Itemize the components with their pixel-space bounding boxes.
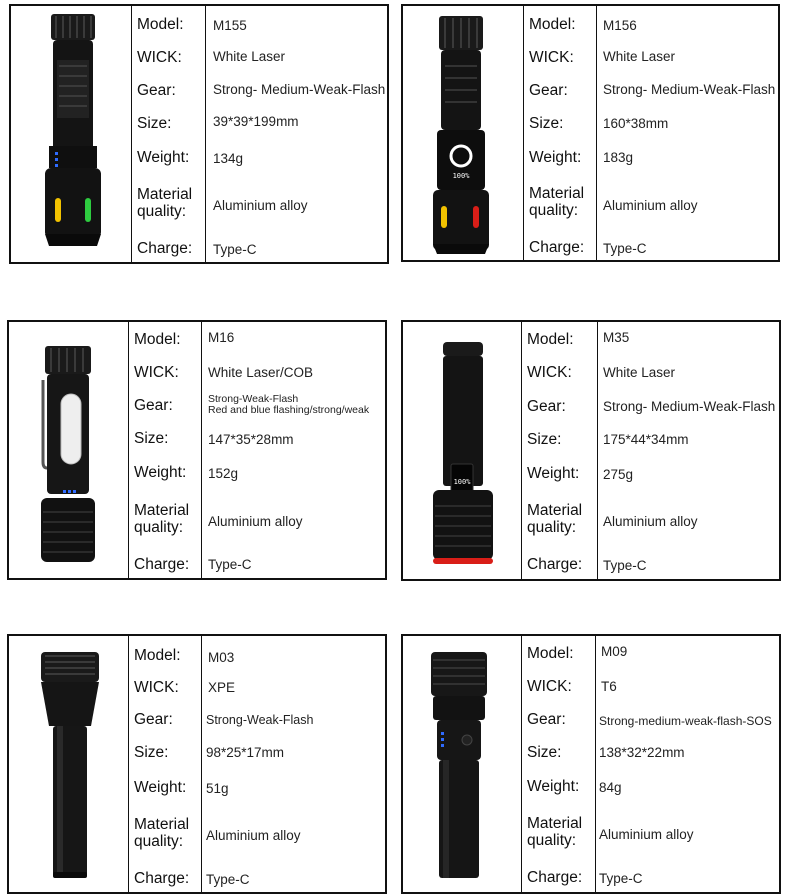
- label-material-1: Material: [134, 816, 190, 833]
- product-card-m156: [401, 4, 780, 262]
- value-size: 175*44*34mm: [603, 432, 689, 447]
- label-size: Size:: [137, 115, 172, 132]
- value-model: M16: [208, 330, 235, 345]
- value-charge: Type-C: [208, 557, 252, 572]
- value-size: 138*32*22mm: [599, 745, 685, 760]
- value-material: Aluminium alloy: [213, 198, 308, 213]
- value-material: Aluminium alloy: [208, 514, 303, 529]
- product-card-m09: [401, 634, 781, 894]
- label-wick: WICK:: [527, 364, 572, 381]
- label-size: Size:: [529, 115, 564, 132]
- label-size: Size:: [134, 430, 169, 447]
- value-model: M03: [208, 650, 235, 665]
- value-model: M155: [213, 18, 247, 33]
- product-image-m155: [11, 6, 132, 262]
- label-weight: Weight:: [137, 149, 190, 166]
- product-image-m09: [403, 636, 522, 892]
- product-image-m156: [403, 6, 524, 260]
- label-size: Size:: [134, 744, 169, 761]
- label-charge: Charge:: [137, 240, 193, 257]
- label-material-2: quality:: [137, 203, 187, 220]
- label-wick: WICK:: [134, 364, 179, 381]
- flashlight-m09-illustration: [403, 636, 521, 892]
- product-image-m03: [9, 636, 129, 892]
- value-weight: 152g: [208, 466, 239, 481]
- value-weight: 84g: [599, 780, 622, 795]
- spec-table-m156: [523, 6, 778, 260]
- label-material-1: Material: [527, 502, 583, 519]
- value-wick: White Laser: [603, 49, 676, 64]
- label-material-1: Material: [134, 502, 190, 519]
- flashlight-m35-illustration: [403, 322, 521, 579]
- value-wick: White Laser/COB: [208, 365, 314, 380]
- value-charge: Type-C: [603, 241, 647, 256]
- value-gear: Strong- Medium-Weak-Flash: [213, 82, 386, 97]
- value-charge: Type-C: [599, 871, 643, 886]
- value-material: Aluminium alloy: [603, 514, 698, 529]
- flashlight-m156-illustration: [403, 6, 523, 260]
- spec-table-m03: [128, 636, 385, 892]
- product-image-m35: [403, 322, 522, 579]
- value-size: 147*35*28mm: [208, 432, 294, 447]
- product-card-m155: [9, 4, 389, 264]
- label-gear: Gear:: [527, 711, 566, 728]
- label-model: Model:: [137, 16, 184, 33]
- label-wick: WICK:: [134, 679, 179, 696]
- label-model: Model:: [134, 331, 181, 348]
- label-gear: Gear:: [137, 82, 176, 99]
- label-material-2: quality:: [527, 832, 577, 849]
- value-size: 160*38mm: [603, 116, 669, 131]
- value-gear: Strong-Weak-Flash: [206, 713, 314, 727]
- label-charge: Charge:: [134, 556, 190, 573]
- value-material: Aluminium alloy: [599, 827, 694, 842]
- label-gear: Gear:: [527, 398, 566, 415]
- flashlight-m03-illustration: [9, 636, 128, 892]
- value-charge: Type-C: [213, 242, 257, 257]
- label-model: Model:: [527, 331, 574, 348]
- label-wick: WICK:: [529, 49, 574, 66]
- label-weight: Weight:: [527, 778, 580, 795]
- label-weight: Weight:: [529, 149, 582, 166]
- value-gear: Strong- Medium-Weak-Flash: [603, 399, 776, 414]
- value-model: M09: [601, 644, 628, 659]
- label-wick: WICK:: [137, 49, 182, 66]
- label-weight: Weight:: [527, 465, 580, 482]
- value-gear: Strong- Medium-Weak-Flash: [603, 82, 776, 97]
- label-charge: Charge:: [527, 556, 583, 573]
- label-model: Model:: [134, 647, 181, 664]
- label-weight: Weight:: [134, 464, 187, 481]
- value-wick: XPE: [208, 680, 236, 695]
- value-model: M35: [603, 330, 630, 345]
- label-material-1: Material: [527, 815, 583, 832]
- spec-table-m09: [521, 636, 779, 892]
- label-charge: Charge:: [134, 870, 190, 887]
- product-card-m16: [7, 320, 387, 580]
- label-material-2: quality:: [134, 833, 184, 850]
- value-weight: 275g: [603, 467, 634, 482]
- value-weight: 134g: [213, 151, 244, 166]
- value-gear-line1: Strong-Weak-Flash: [208, 393, 299, 405]
- label-size: Size:: [527, 431, 562, 448]
- value-gear: Strong-medium-weak-flash-SOS: [599, 714, 772, 728]
- value-wick: T6: [601, 679, 617, 694]
- value-size: 39*39*199mm: [213, 114, 299, 129]
- value-weight: 51g: [206, 781, 229, 796]
- value-size: 98*25*17mm: [206, 745, 285, 760]
- value-gear-line2: Red and blue flashing/strong/weak: [208, 404, 370, 416]
- label-material-2: quality:: [529, 202, 579, 219]
- display-readout: 100%: [452, 172, 470, 180]
- display-readout: 100%: [453, 478, 471, 486]
- label-wick: WICK:: [527, 678, 572, 695]
- spec-table-m16: [128, 322, 385, 578]
- flashlight-m155-illustration: [11, 6, 131, 262]
- label-model: Model:: [527, 645, 574, 662]
- label-gear: Gear:: [134, 711, 173, 728]
- product-card-m03: [7, 634, 387, 894]
- spec-table-m155: [131, 6, 387, 262]
- value-model: M156: [603, 18, 637, 33]
- label-charge: Charge:: [527, 869, 583, 886]
- product-image-m16: [9, 322, 129, 578]
- value-wick: White Laser: [603, 365, 676, 380]
- label-material-2: quality:: [134, 519, 184, 536]
- label-material-1: Material: [137, 186, 193, 203]
- value-charge: Type-C: [206, 872, 250, 887]
- label-size: Size:: [527, 744, 562, 761]
- flashlight-m16-illustration: [9, 322, 128, 578]
- value-material: Aluminium alloy: [206, 828, 301, 843]
- label-material-1: Material: [529, 185, 585, 202]
- label-material-2: quality:: [527, 519, 577, 536]
- label-charge: Charge:: [529, 239, 585, 256]
- label-model: Model:: [529, 16, 576, 33]
- label-gear: Gear:: [529, 82, 568, 99]
- value-weight: 183g: [603, 150, 634, 165]
- value-wick: White Laser: [213, 49, 286, 64]
- label-weight: Weight:: [134, 779, 187, 796]
- label-gear: Gear:: [134, 397, 173, 414]
- value-charge: Type-C: [603, 558, 647, 573]
- spec-table-m35: [521, 322, 779, 579]
- value-material: Aluminium alloy: [603, 198, 698, 213]
- product-card-m35: [401, 320, 781, 581]
